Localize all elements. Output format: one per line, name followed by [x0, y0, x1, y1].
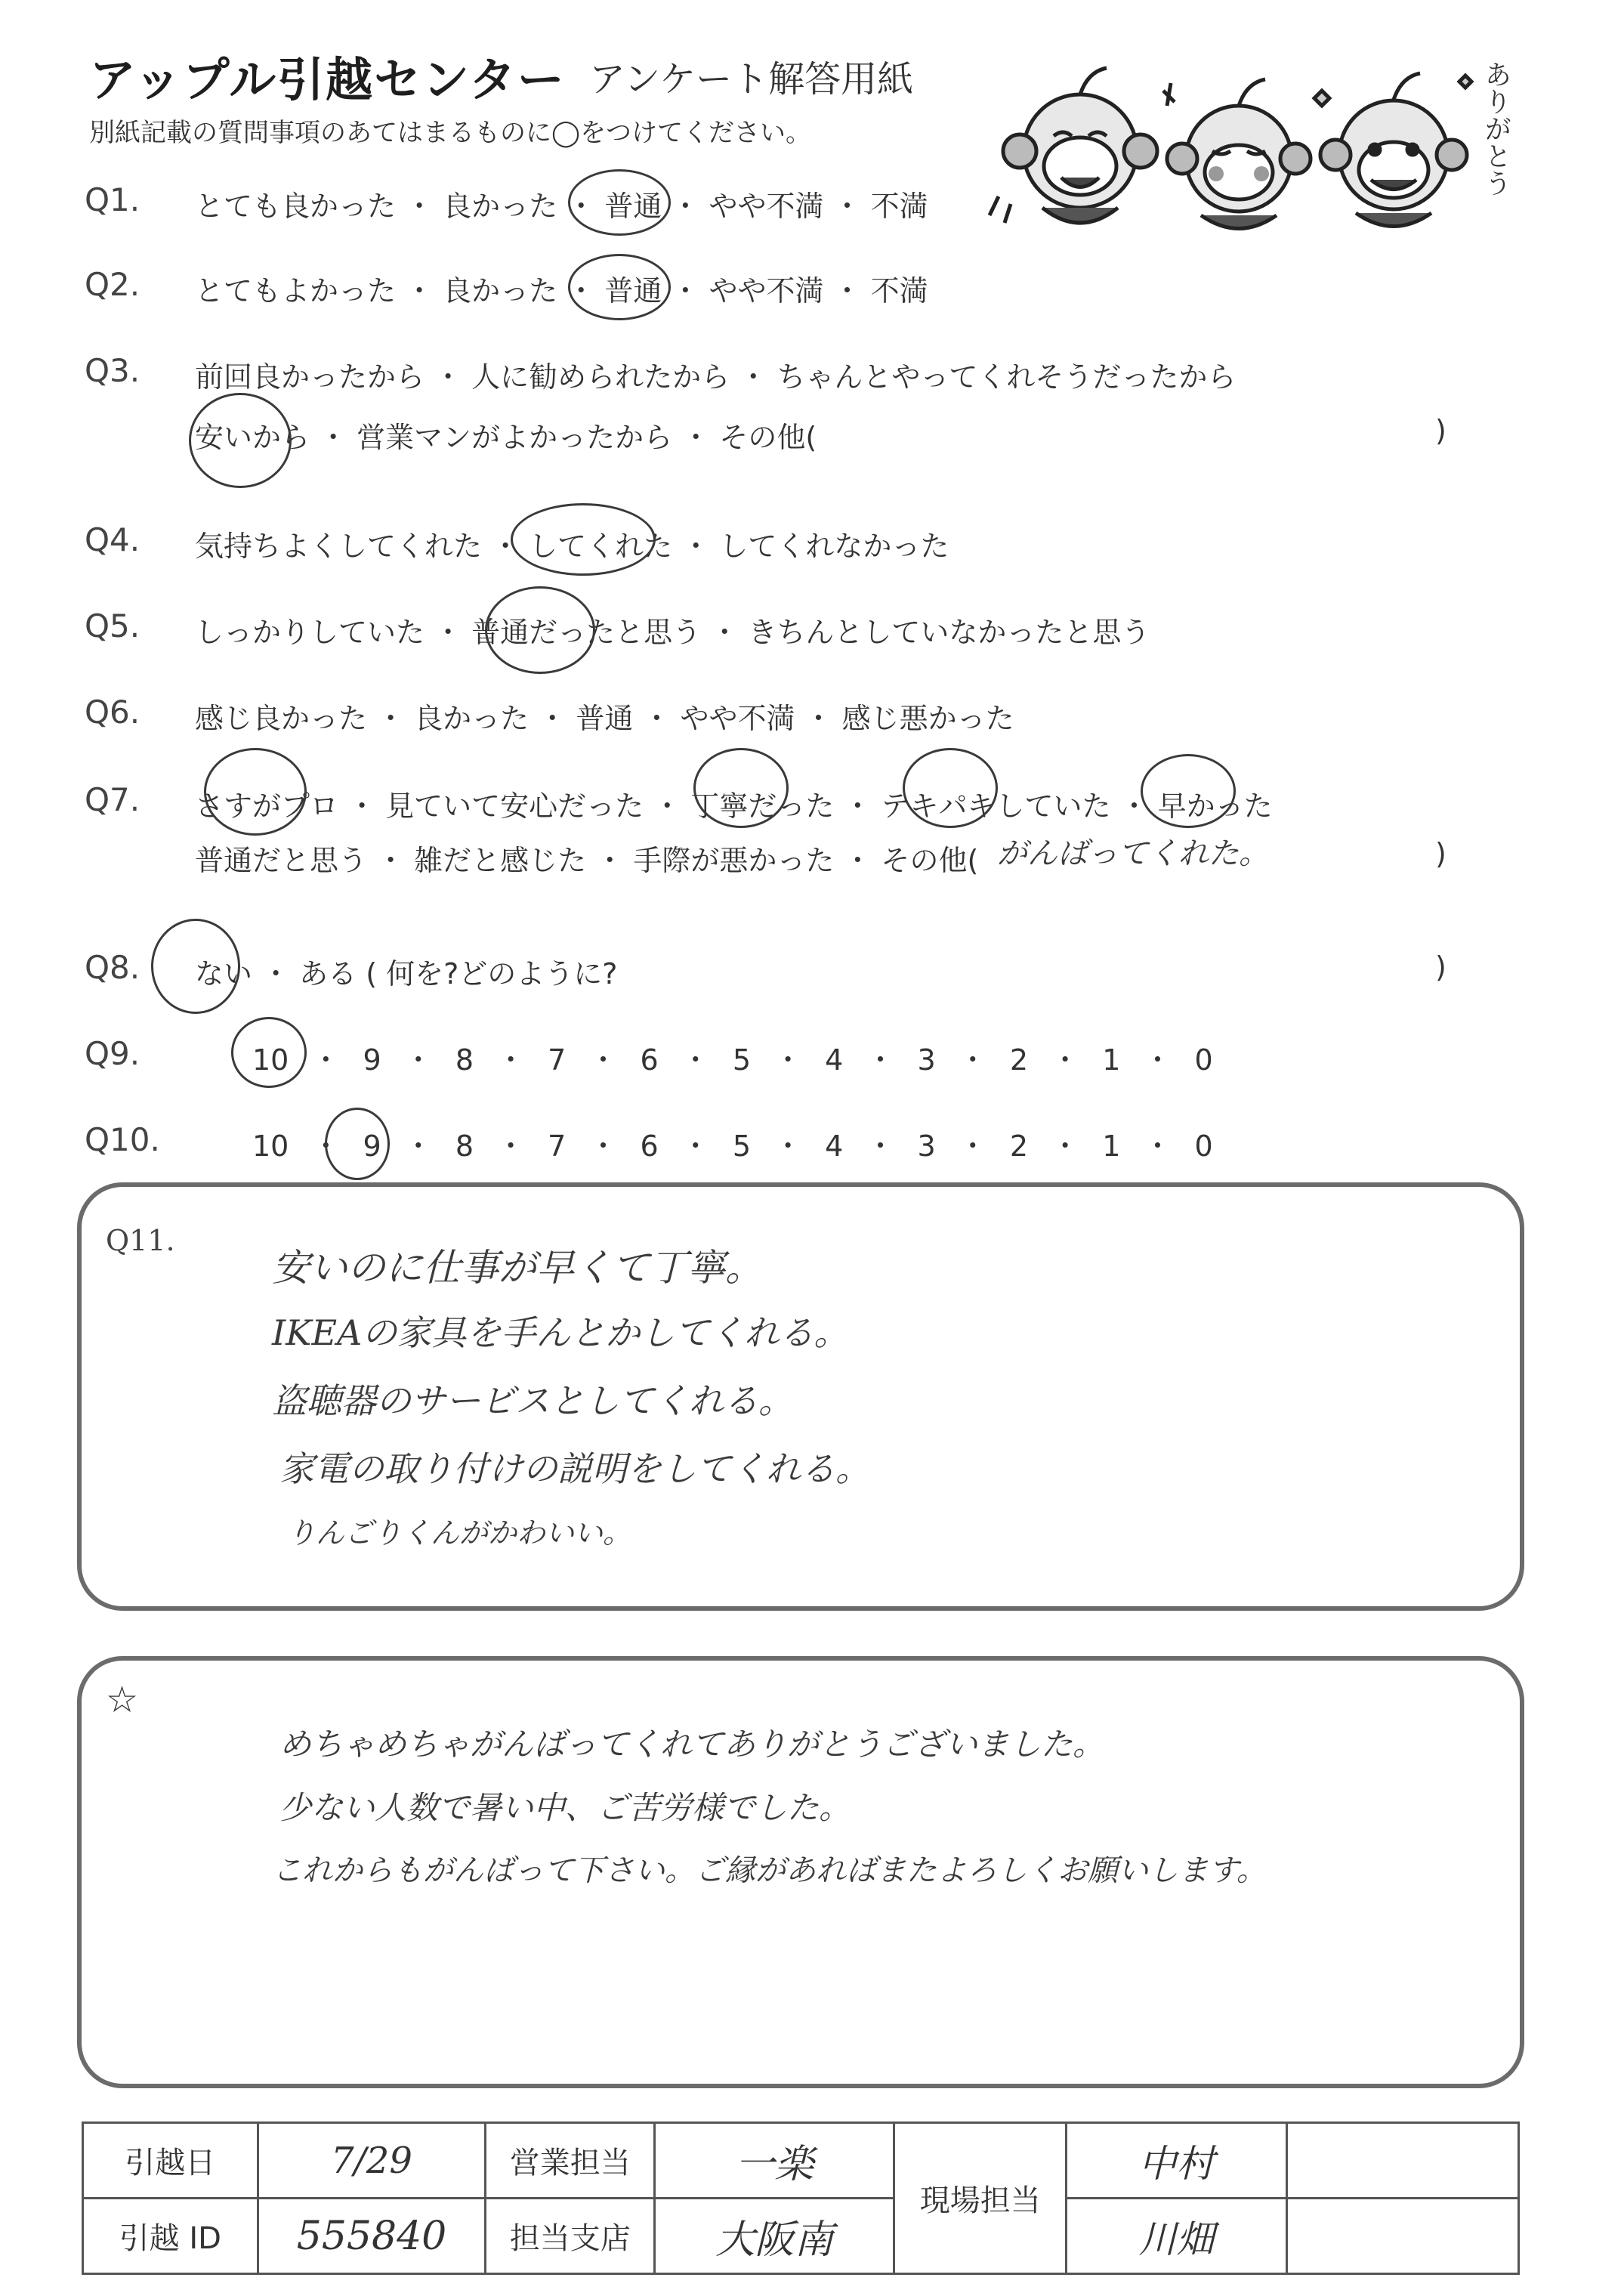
q1-selection-circle	[568, 169, 671, 236]
q7-circle-hayakatta	[1141, 754, 1236, 828]
q6-options: 感じ良かった ・ 良かった ・ 普通 ・ やや不満 ・ 感じ悪かった	[195, 702, 1014, 735]
q11-line-1: 安いのに仕事が早くて丁寧。	[272, 1246, 763, 1290]
star-line-2: 少ない人数で暑い中、ご苦労様でした。	[279, 1789, 851, 1826]
star-line-3: これからもがんばって下さい。ご縁があればまたよろしくお願いします。	[272, 1853, 1267, 1888]
q7-circle-teinei	[693, 748, 789, 828]
q11-line-4: 家電の取り付けの説明をしてくれる。	[279, 1448, 870, 1489]
q11-line-3: 盗聴器のサービスとしてくれる。	[272, 1380, 793, 1421]
q2-options: とてもよかった ・ 良かった ・ 普通 ・ やや不満 ・ 不満	[195, 274, 928, 307]
q10-scale: 10 ・ 9 ・ 8 ・ 7 ・ 6 ・ 5 ・ 4 ・ 3 ・ 2 ・ 1 ・ 0	[252, 1130, 1213, 1163]
q9-scale: 10 ・ 9 ・ 8 ・ 7 ・ 6 ・ 5 ・ 4 ・ 3 ・ 2 ・ 1 ・ 0	[252, 1043, 1213, 1077]
q10-selection-circle	[325, 1108, 390, 1180]
q8-number: Q8.	[85, 949, 140, 986]
q2-number: Q2.	[85, 266, 140, 303]
star-line-1: めちゃめちゃがんばってくれてありがとうございました。	[279, 1726, 1105, 1763]
sales-rep-label: 営業担当	[486, 2123, 655, 2199]
instructions: 別紙記載の質問事項のあてはまるものに◯をつけてください。	[89, 118, 812, 148]
q11-line-2: IKEAの家具を手んとかしてくれる。	[272, 1312, 849, 1353]
q3-number: Q3.	[85, 352, 140, 389]
site-staff-extra-1	[1286, 2123, 1518, 2199]
q7-circle-tekipaki	[903, 748, 998, 828]
q1-number: Q1.	[85, 181, 140, 218]
q6-number: Q6.	[85, 694, 140, 731]
q7-options-line1: さすがプロ ・ 見ていて安心だった ・ 丁寧だった ・ テキパキしていた ・ 早かった	[195, 790, 1273, 823]
q8-options: ない ・ ある ( 何を?どのように?	[195, 957, 618, 990]
q5-number: Q5.	[85, 607, 140, 644]
q7-close-paren: )	[1435, 837, 1446, 870]
form-subtitle: アンケート解答用紙	[589, 58, 914, 100]
q4-options: 気持ちよくしてくれた ・ してくれた ・ してくれなかった	[195, 530, 949, 563]
q11-line-5: りんごりくんがかわいい。	[287, 1516, 632, 1550]
q7-number: Q7.	[85, 781, 140, 818]
q8-selection-circle	[151, 919, 240, 1014]
q5-options: しっかりしていた ・ 普通だったと思う ・ きちんとしていなかったと思う	[195, 616, 1150, 649]
mascot-illustration	[982, 45, 1496, 249]
star-label: ☆	[106, 1679, 139, 1721]
q9-selection-circle	[231, 1017, 307, 1088]
move-date-value: 7/29	[258, 2123, 486, 2199]
q5-selection-circle	[485, 586, 595, 674]
branch-label: 担当支店	[486, 2199, 655, 2274]
site-staff-label: 現場担当	[894, 2123, 1067, 2274]
site-staff-value-2: 川畑	[1067, 2199, 1287, 2274]
branch-value: 大阪南	[655, 2199, 894, 2274]
q4-selection-circle	[511, 503, 656, 576]
q7-other-answer: がんばってくれた。	[997, 836, 1269, 871]
q10-number: Q10.	[85, 1121, 160, 1158]
q3-options-line1: 前回良かったから ・ 人に勧められたから ・ ちゃんとやってくれそうだったから	[195, 360, 1237, 394]
site-staff-value-1: 中村	[1067, 2123, 1287, 2199]
q2-selection-circle	[568, 254, 671, 320]
q9-number: Q9.	[85, 1035, 140, 1072]
move-id-value: 555840	[258, 2199, 486, 2274]
move-info-table	[82, 2121, 1520, 2275]
company-title: アップル引越センター	[89, 52, 566, 107]
sales-rep-value: 一楽	[655, 2123, 894, 2199]
q1-options: とても良かった ・ 良かった ・ 普通 ・ やや不満 ・ 不満	[195, 190, 928, 223]
q3-close-paren: )	[1435, 414, 1446, 447]
q4-number: Q4.	[85, 521, 140, 558]
mascot-thanks-text: ありがとう	[1480, 60, 1511, 196]
q8-close-paren: )	[1435, 950, 1446, 984]
q7-options-line2: 普通だと思う ・ 雑だと感じた ・ 手際が悪かった ・ その他(	[195, 844, 979, 877]
q3-options-line2: 安いから ・ 営業マンがよかったから ・ その他(	[195, 421, 817, 454]
site-staff-extra-2	[1286, 2199, 1518, 2274]
move-id-label: 引越 ID	[83, 2199, 258, 2274]
q7-circle-sasuga	[204, 748, 307, 836]
q11-label: Q11.	[106, 1224, 175, 1257]
move-date-label: 引越日	[83, 2123, 258, 2199]
q3-selection-circle	[189, 393, 292, 488]
